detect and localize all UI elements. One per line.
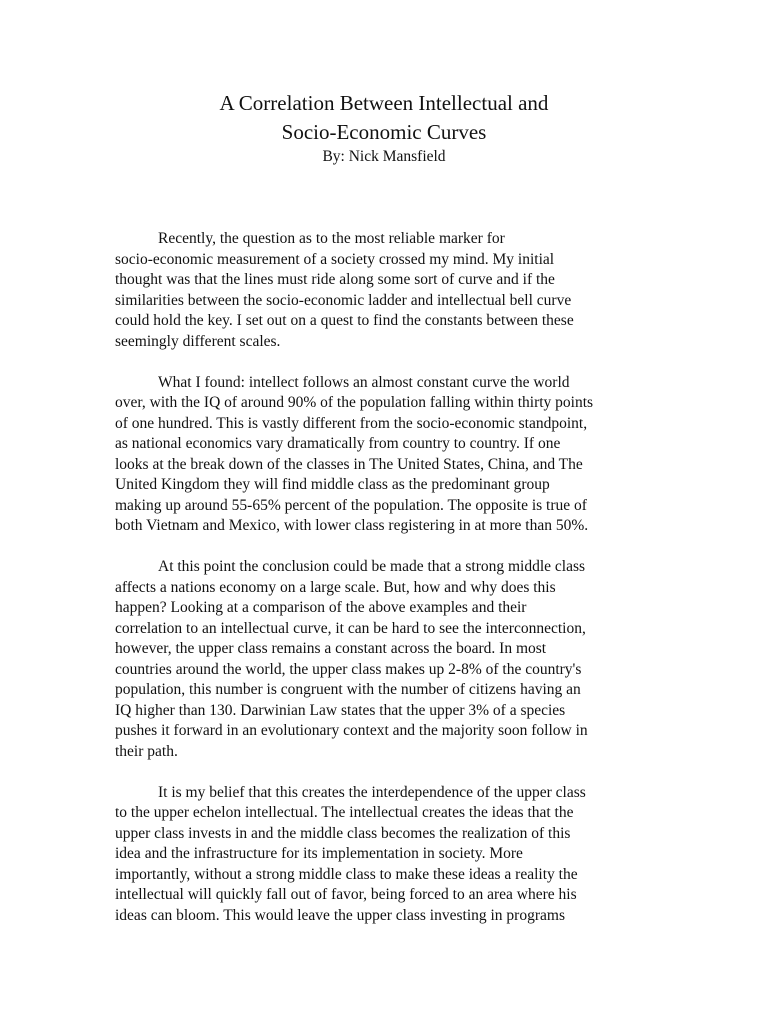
text-line: correlation to an intellectual curve, it can be hard to see the interconnection,	[115, 619, 586, 637]
text-line: pushes it forward in an evolutionary context and the majority soon follow in	[115, 722, 588, 739]
body-text	[115, 229, 670, 947]
text-line: ideas can bloom. This would leave the upper class investing in programs	[115, 906, 565, 924]
text-line: What I found: intellect follows an almost constant curve the world	[158, 373, 570, 391]
text-line: At this point the conclusion could be made that a strong middle class	[158, 558, 586, 575]
text-line: countries around the world, the upper class makes up 2-8% of the country's	[115, 660, 582, 678]
text-line: socio-economic measurement of a society crossed my mind. My initial	[115, 250, 555, 268]
text-line: United Kingdom they will find middle class as the predominant group	[115, 476, 550, 493]
text-line: idea and the infrastructure for its implementation in society. More	[115, 845, 523, 862]
title-block	[0, 89, 768, 167]
text-line: seemingly different scales.	[115, 332, 281, 350]
text-line: importantly, without a strong middle class to make these ideas a reality the	[115, 865, 578, 883]
text-line: IQ higher than 130. Darwinian Law states that the upper 3% of a species	[115, 701, 566, 719]
text-line: affects a nations economy on a large scale. But, how and why does this	[115, 578, 556, 596]
paragraph-2	[115, 373, 670, 537]
text-line: both Vietnam and Mexico, with lower class registering in at more than 50%.	[115, 517, 589, 534]
author-byline: By: Nick Mansfield	[322, 148, 446, 165]
document-title-line-1: A Correlation Between Intellectual and	[219, 91, 549, 115]
text-line: of one hundred. This is vastly different from the socio-economic standpoint,	[115, 414, 588, 432]
text-line: happen? Looking at a comparison of the above examples and their	[115, 599, 527, 616]
text-line: It is my belief that this creates the interdependence of the upper class	[158, 783, 586, 801]
text-line: making up around 55-65% percent of the population. The opposite is true of	[115, 496, 587, 514]
text-line: thought was that the lines must ride along some sort of curve and if the	[115, 271, 555, 288]
paragraph-1	[115, 229, 670, 352]
text-line: as national economics vary dramatically from country to country. If one	[115, 435, 561, 452]
text-line: Recently, the question as to the most reliable marker for	[158, 230, 505, 247]
paragraph-3	[115, 557, 670, 762]
text-line: looks at the break down of the classes in The United States, China, and The	[115, 455, 583, 473]
paragraph-4	[115, 783, 670, 927]
text-line: could hold the key. I set out on a quest to find the constants between these	[115, 312, 574, 329]
text-line: however, the upper class remains a constant across the board. In most	[115, 640, 547, 657]
text-line: upper class invests in and the middle class becomes the realization of this	[115, 824, 571, 842]
text-line: intellectual will quickly fall out of favor, being forced to an area where his	[115, 886, 577, 903]
text-line: over, with the IQ of around 90% of the population falling within thirty points	[115, 394, 594, 411]
text-line: similarities between the socio-economic ladder and intellectual bell curve	[115, 291, 572, 309]
text-line: to the upper echelon intellectual. The intellectual creates the ideas that the	[115, 804, 574, 821]
document-title-line-2: Socio-Economic Curves	[281, 120, 487, 144]
text-line: population, this number is congruent with the number of citizens having an	[115, 681, 581, 698]
text-line: their path.	[115, 742, 178, 760]
